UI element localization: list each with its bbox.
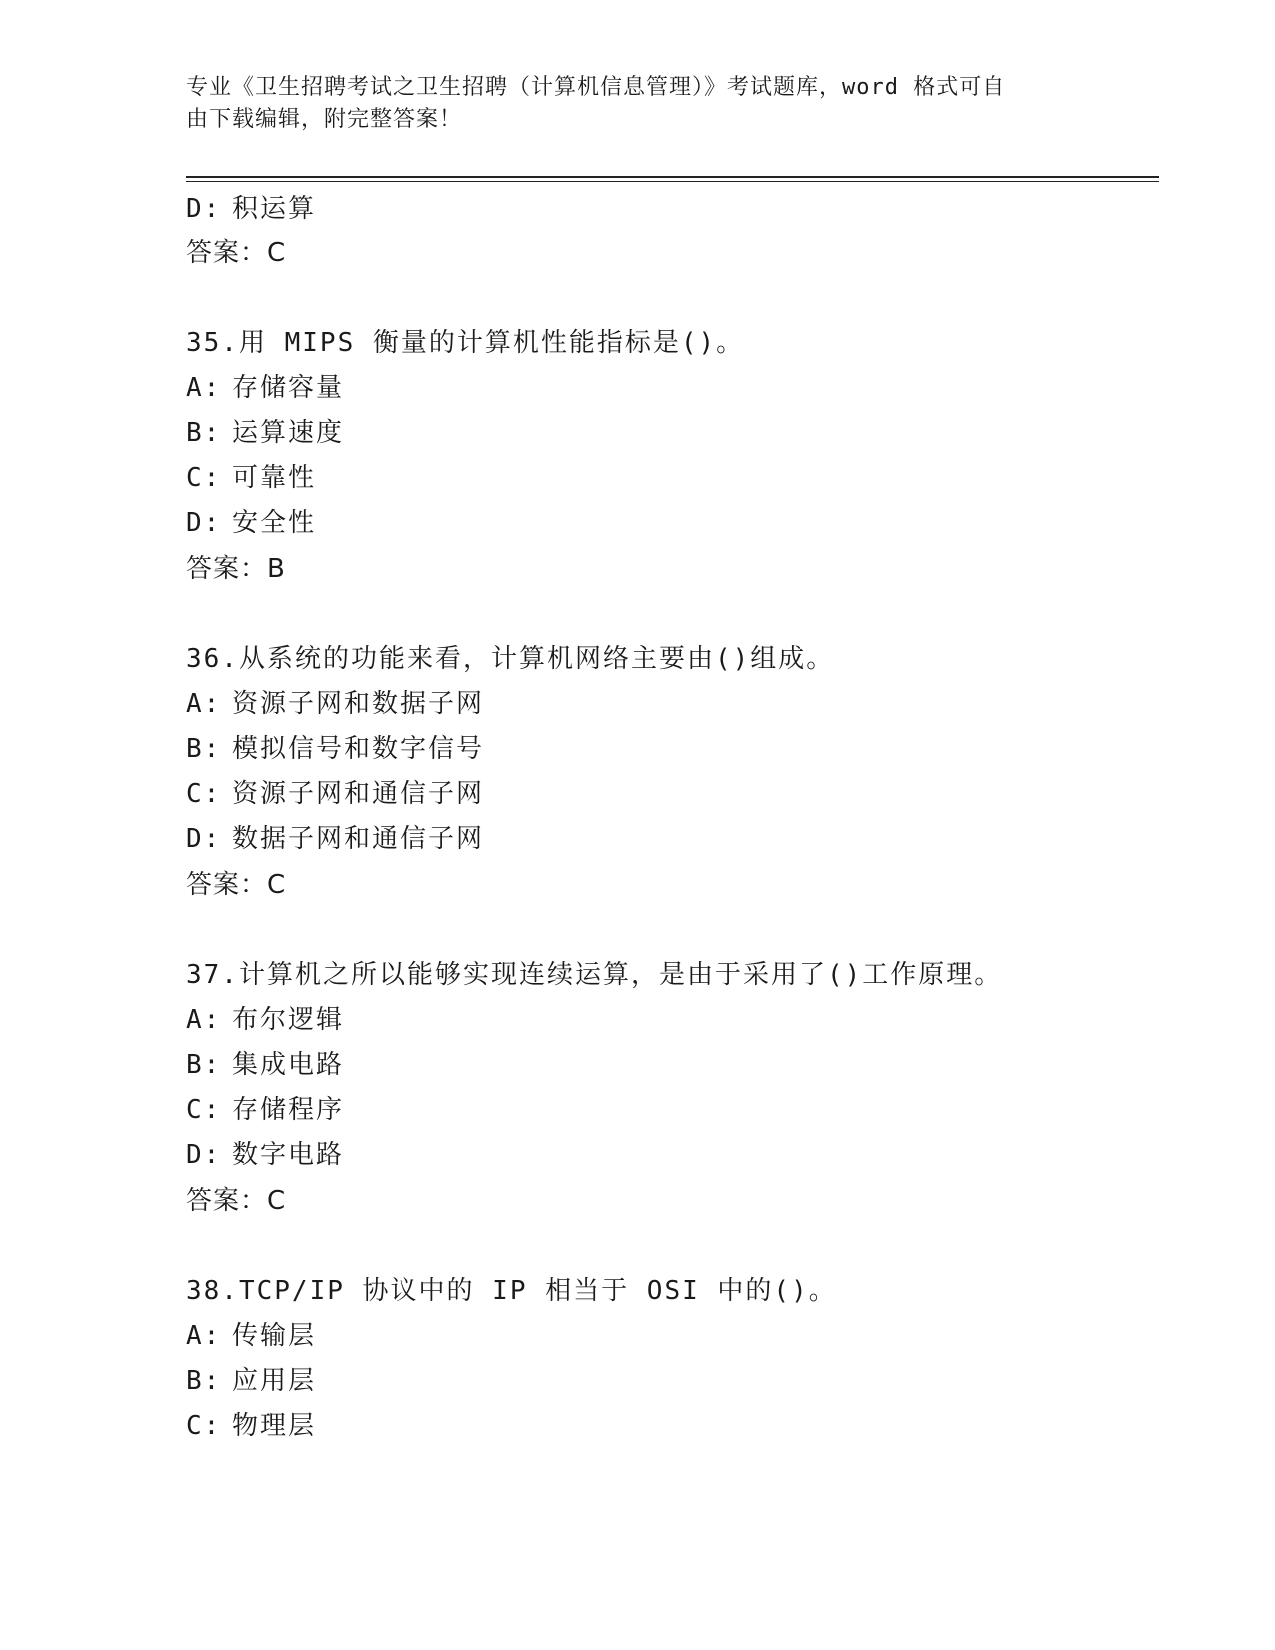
option-label: C: <box>186 1095 222 1125</box>
option-text: 积运算 <box>232 194 317 224</box>
option-a <box>186 1003 344 1037</box>
option-text: 应用层 <box>232 1366 317 1396</box>
document-header <box>186 72 1086 136</box>
option-d <box>186 1138 344 1172</box>
option-label: C: <box>186 779 222 809</box>
option-label: D: <box>186 194 222 224</box>
option-label: B: <box>186 418 222 448</box>
option-text: 资源子网和通信子网 <box>232 779 485 809</box>
header-line-1: 专业《卫生招聘考试之卫生招聘（计算机信息管理）》考试题库，word 格式可自 <box>186 75 1006 100</box>
answer-37 <box>186 1184 287 1218</box>
header-line-2: 由下载编辑，附完整答案！ <box>186 107 463 132</box>
option-d-carryover <box>186 192 316 226</box>
option-text: 资源子网和数据子网 <box>232 689 485 719</box>
answer-label: 答案： <box>186 554 268 584</box>
option-label: D: <box>186 1140 222 1170</box>
option-label: B: <box>186 734 222 764</box>
option-c <box>186 1409 316 1443</box>
option-text: 安全性 <box>232 508 317 538</box>
option-label: A: <box>186 1321 222 1351</box>
option-label: A: <box>186 1005 222 1035</box>
option-text: 存储容量 <box>232 373 345 403</box>
option-label: A: <box>186 373 222 403</box>
option-text: 运算速度 <box>232 418 345 448</box>
option-c <box>186 461 316 495</box>
answer-value: C <box>267 238 288 268</box>
answer-36 <box>186 868 287 902</box>
option-b <box>186 416 344 450</box>
option-b <box>186 1048 344 1082</box>
answer-value: C <box>267 1186 288 1216</box>
question-stem-38: 38.TCP/IP 协议中的 IP 相当于 OSI 中的()。 <box>186 1276 837 1306</box>
option-text: 集成电路 <box>232 1050 345 1080</box>
option-d <box>186 822 484 856</box>
option-label: B: <box>186 1050 222 1080</box>
option-label: D: <box>186 508 222 538</box>
option-label: C: <box>186 463 222 493</box>
question-stem-35: 35.用 MIPS 衡量的计算机性能指标是()。 <box>186 328 745 358</box>
option-b <box>186 1364 316 1398</box>
answer-label: 答案： <box>186 870 268 900</box>
answer-35 <box>186 552 287 586</box>
option-text: 可靠性 <box>232 463 317 493</box>
option-text: 模拟信号和数字信号 <box>232 734 485 764</box>
option-text: 存储程序 <box>232 1095 345 1125</box>
option-text: 布尔逻辑 <box>232 1005 345 1035</box>
option-text: 传输层 <box>232 1321 317 1351</box>
option-label: B: <box>186 1366 222 1396</box>
option-label: C: <box>186 1411 222 1441</box>
answer-label: 答案： <box>186 1186 268 1216</box>
option-c <box>186 1093 344 1127</box>
option-text: 数据子网和通信子网 <box>232 824 485 854</box>
option-a <box>186 1319 316 1353</box>
option-label: A: <box>186 689 222 719</box>
option-text: 物理层 <box>232 1411 317 1441</box>
option-d <box>186 506 316 540</box>
answer-carryover <box>186 236 287 270</box>
header-divider-thick <box>186 176 1159 178</box>
option-b <box>186 732 484 766</box>
answer-value: C <box>267 870 288 900</box>
answer-label: 答案： <box>186 238 268 268</box>
option-c <box>186 777 484 811</box>
question-stem-36: 36.从系统的功能来看，计算机网络主要由()组成。 <box>186 644 835 674</box>
header-divider-thin <box>186 181 1159 182</box>
option-label: D: <box>186 824 222 854</box>
option-a <box>186 371 344 405</box>
option-a <box>186 687 484 721</box>
option-text: 数字电路 <box>232 1140 345 1170</box>
question-stem-37: 37.计算机之所以能够实现连续运算，是由于采用了()工作原理。 <box>186 960 1003 990</box>
answer-value: B <box>267 554 287 584</box>
